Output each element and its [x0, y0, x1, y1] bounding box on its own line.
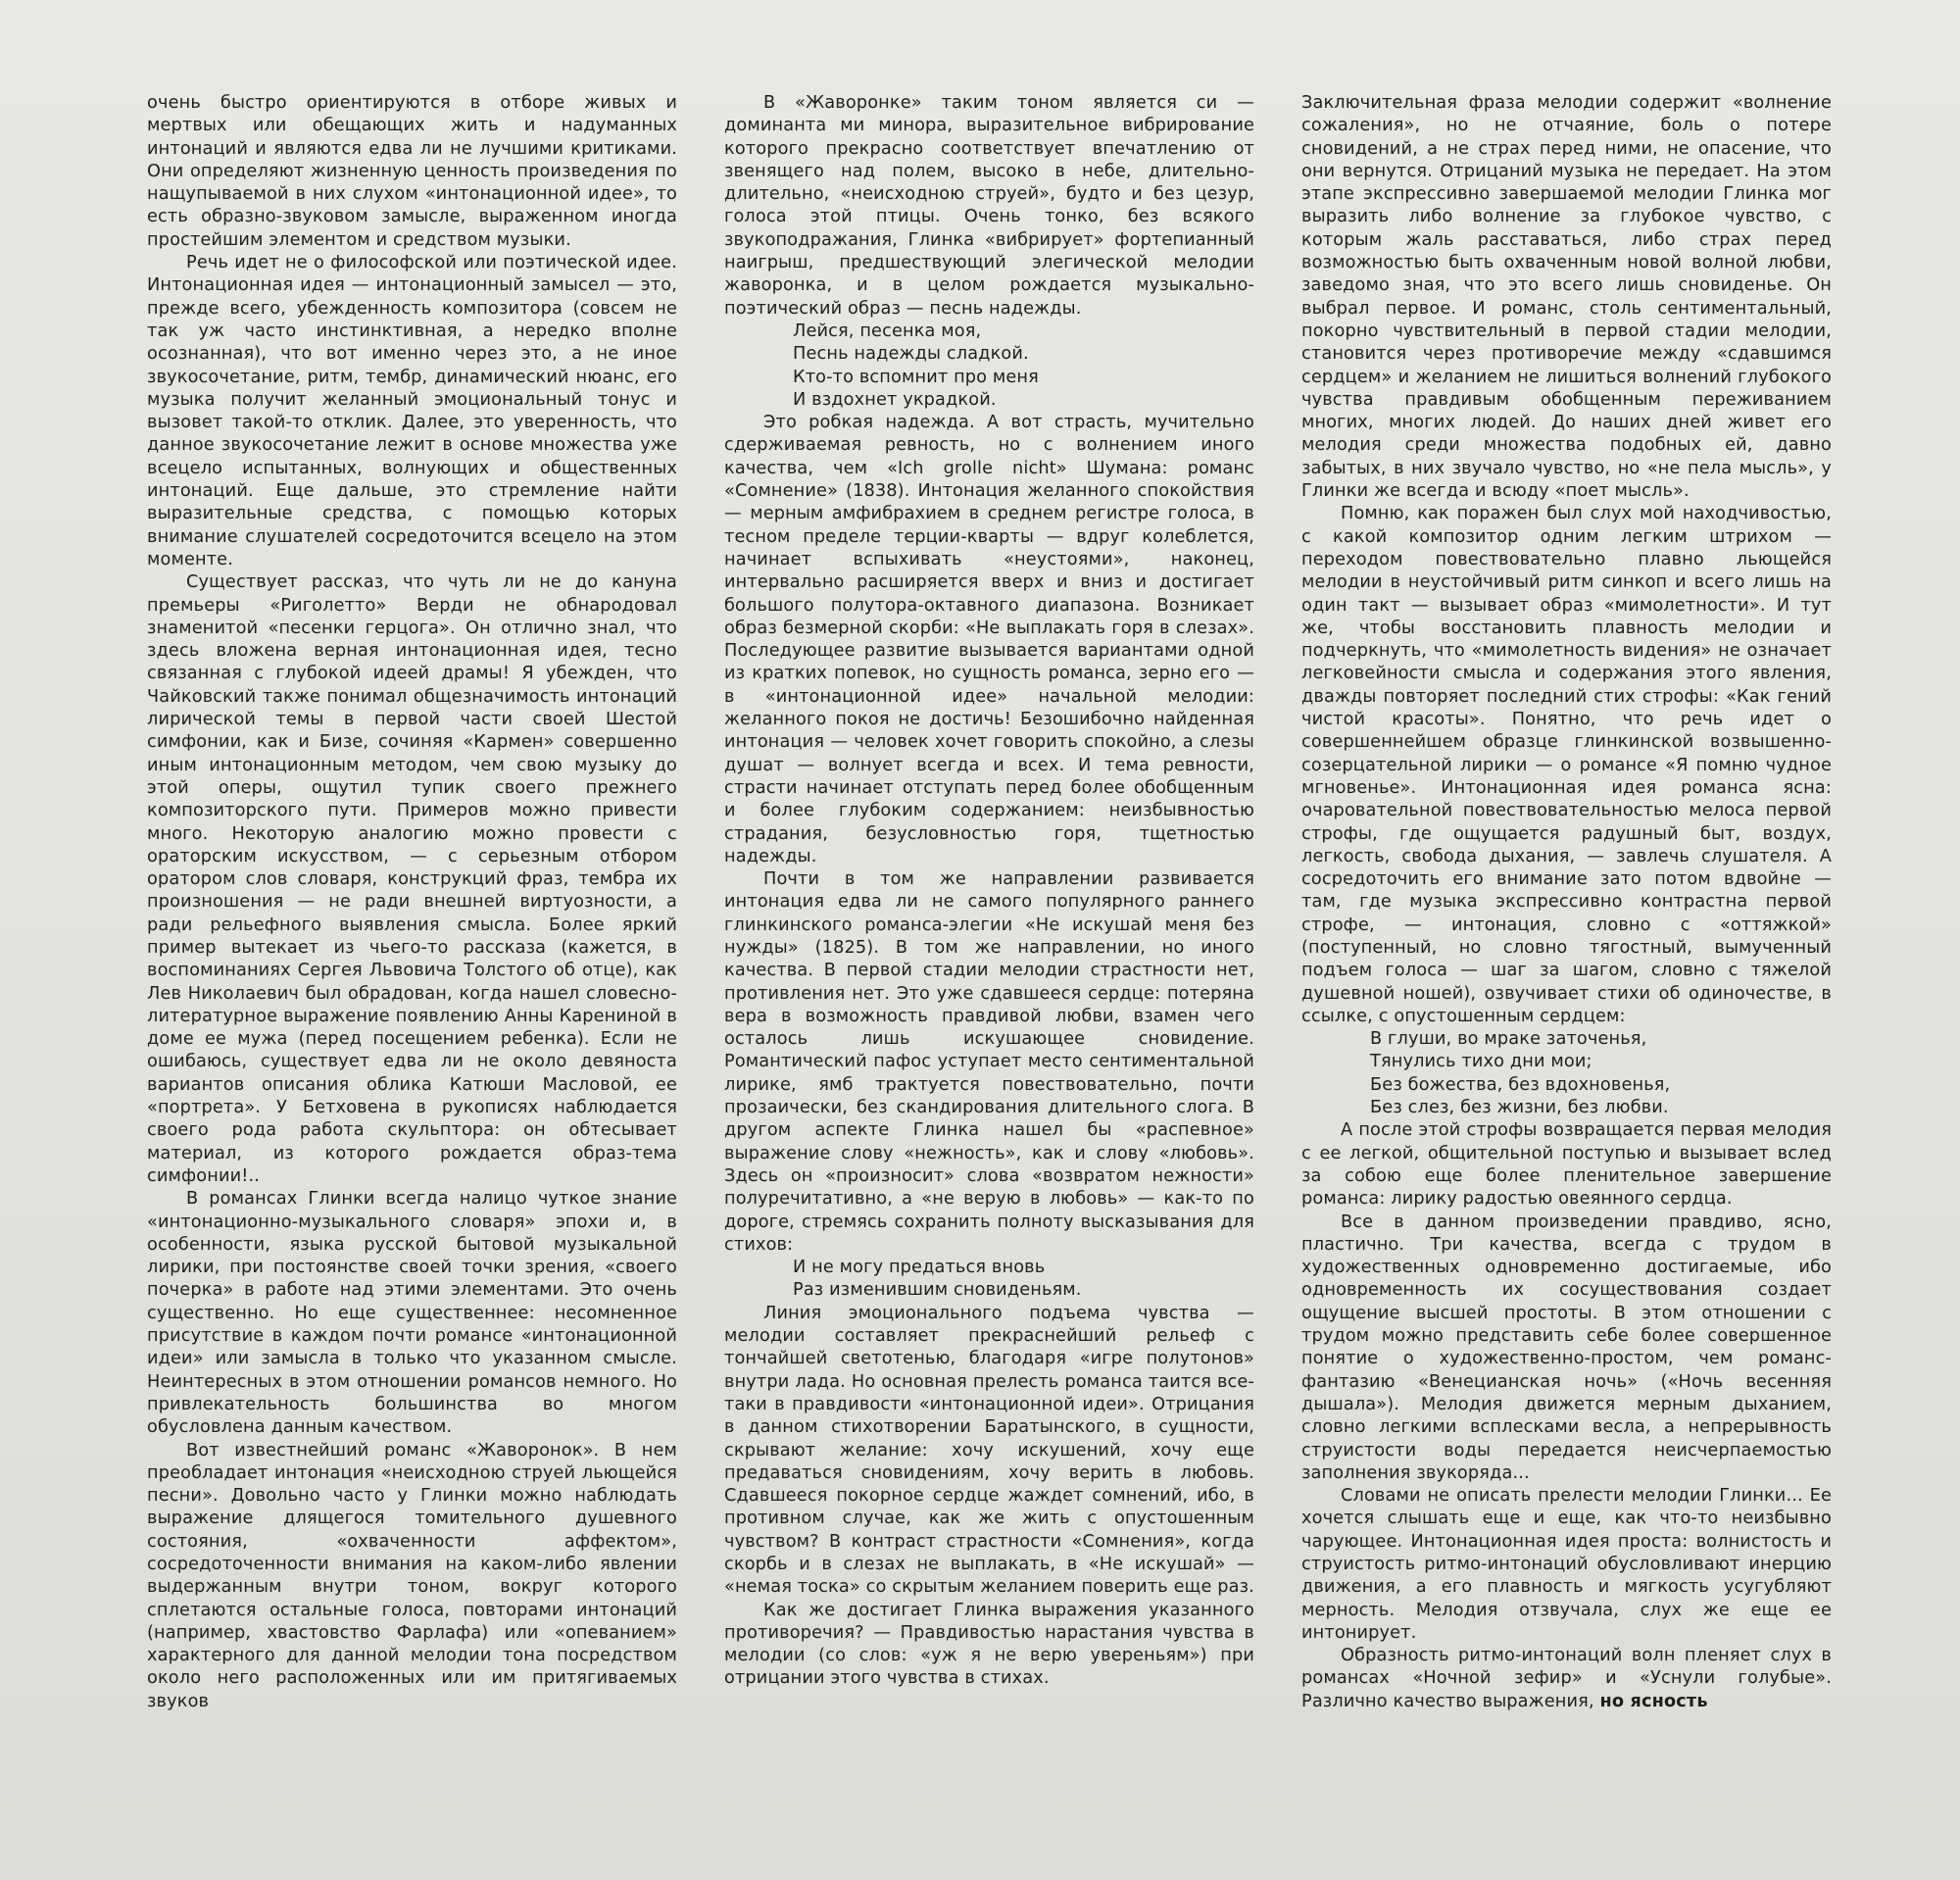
paragraph: Речь идет не о философской или поэтической идее. Интонационная идея — интонационный замысел — это, прежде всего, убежденность композитора (совсем не так уж часто инстинктивная, а нередко вполне осознанная), что вот именно через это, а не иное звукосочетание, ритм, тембр, динамический нюанс, его музыка получит желанный эмоциональный тонус и вызовет такой-то отклик. Далее, это уверенность, что данное звукосочетание лежит в основе множества уже всецело испытанных, волнующих и общественных интонаций. Еще дальше, это стремление найти выразительные средства, с помощью которых внимание слушателей сосредоточится всецело на этом моменте. — [147, 253, 677, 569]
paragraph: В «Жаворонке» таким тоном является си — доминанта ми минора, выразительное вибрирование которого прекрасно соответствует впечатлению от звенящего над полем, высоко в небе, длительно-длительно, «неисходною струей», будто и без цезур, голоса этой птицы. Очень тонко, без всякого звукоподражания, Глинка «вибрирует» фортепианный наигрыш, предшествующий элегической мелодии жаворонка, и в целом рождается музыкально-поэтический образ — песнь надежды. — [724, 93, 1254, 319]
text-column-1 — [147, 92, 677, 1713]
paragraph: Как же достигает Глинка выражения указанного противоречия? — Правдивостью нарастания чувства в мелодии (со слов: «уж я не верю увереньям») при отрицании этого чувства в стихах. — [724, 1600, 1254, 1689]
paragraph: В романсах Глинки всегда налицо чуткое знание «интонационно-музыкального словаря» эпохи и, в особенности, языка русской бытовой музыкальной лирики, при постоянстве своей точки зрения, «своего почерка» в работе над этими элементами. Это очень существенно. Но еще существеннее: несомненное присутствие в каждом почти романсе «интонационной идеи» или замысла в только что указанном смысле. Неинтересных в этом отношении романсов немного. Но привлекательность большинства во многом обусловлена данным качеством. — [147, 1189, 677, 1438]
text-column-2 — [724, 92, 1254, 1691]
paragraph: Помню, как поражен был слух мой находчивостью, с какой композитор одним легким штрихом — переходом повествовательно плавно льющейся мелодии в неустойчивый ритм синкоп и всего лишь на один такт — вызывает образ «мимолетности». И тут же, чтобы восстановить плавность мелодии и подчеркнуть, что «мимолетность видения» не означает легковейности смысла и содержания этого явления, дважды повторяет последний стих строфы: «Как гений чистой красоты». Понятно, что речь идет о совершеннейшем образце глинкинской возвышенно-созерцательной лирики — о романсе «Я помню чудное мгновенье». Интонационная идея романса ясна: очаровательной повествовательностью мелоса первой строфы, где ощущается радушный быт, воздух, легкость, свобода дыхания, — завлечь слушателя. А сосредоточить его внимание зато потом вдвойне — там, где музыка экспрессивно контрастна первой строфе, — интонация, словно с «оттяжкой» (поступенный, но словно тягостный, вымученный подъем голоса — шаг за шагом, словно с тяжелой душевной ношей), озвучивает стихи об одиночестве, в ссылке, с опустошенным сердцем: — [1301, 504, 1832, 1026]
paragraph: Словами не описать прелести мелодии Глинки... Ее хочется слышать еще и еще, как что-то неизбывно чарующее. Интонационная идея проста: волнистость и струистость ритмо-интонаций обусловливают инерцию движения, а его плавность и мягкость усугубляют мерность. Мелодия отзвучала, слух же еще ее интонирует. — [1301, 1486, 1832, 1643]
verse-line: Без божества, без вдохновенья, — [1370, 1074, 1671, 1095]
paragraph: Это робкая надежда. А вот страсть, мучительно сдерживаемая ревность, но с волнением иного качества, чем «Ich grolle nicht» Шумана: романс «Сомнение» (1838). Интонация желанного спокойствия — мерным амфибрахием в среднем регистре голоса, в тесном пределе терции-кварты — вдруг колеблется, начинает вспыхивать «неустоями», наконец, интервально расширяется вверх и вниз и достигает большого полутора-октавного диапазона. Возникает образ безмерной скорби: «Не выплакать горя в слезах». Последующее развитие вызывается вариантами одной из кратких попевок, но сущность романса, зерно его — в «интонационной идее» начальной мелодии: желанного покоя не достичь! Безошибочно найденная интонация — человек хочет говорить спокойно, а слезы душат — волнует всегда и всех. И тема ревности, страсти начинает отступать перед более обобщенным и более глубоким содержанием: неизбывностью страдания, безусловностью горя, тщетностью надежды. — [724, 413, 1254, 866]
paragraph: Линия эмоционального подъема чувства — мелодии составляет прекраснейший рельеф с тончайшей светотенью, благодаря «игре полутонов» внутри лада. Но основная прелесть романса таится все-таки в правдивости «интонационной идеи». Отрицания в данном стихотворении Баратынского, в сущности, скрывают желание: хочу искушений, хочу еще предаваться сновидениям, хочу верить в любовь. Сдавшееся покорное сердце жаждет сомнений, ибо, в противном случае, как же жить с опустошенным чувством? В контраст страстности «Сомнения», когда скорбь и в слезах не выплакать, в «Не искушай» — «немая тоска» со скрытым желанием поверить еще раз. — [724, 1303, 1254, 1598]
paragraph: Заключительная фраза мелодии содержит «волнение сожаления», но не отчаяние, боль о потере сновидений, а не страх перед ними, не опасение, что они вернутся. Отрицаний музыка не передает. На этом этапе экспрессивно завершаемой мелодии Глинка мог выразить либо волнение за глубокое чувство, с которым жаль расставаться, либо страх перед возможностью быть охваченным новой волной любви, заведомо зная, что это всего лишь сновиденье. Он выбрал первое. И романс, столь сентиментальный, покорно чувствительный в первой стадии мелодии, становится через противоречие между «сдавшимся сердцем» и желанием не лишиться волнений глубокого чувства правдивым обобщенным переживанием многих, многих людей. До наших дней живет его мелодия среди множества подобных ей, давно забытых, в них звучало чувство, но «не пела мысль», у Глинки же всегда и всюду «поет мысль». — [1301, 93, 1832, 502]
paragraph: Почти в том же направлении развивается интонация едва ли не самого популярного раннего глинкинского романса-элегии «Не искушай меня без нужды» (1825). В том же направлении, но иного качества. В первой стадии мелодии страстности нет, противления нет. Это уже сдавшееся сердце: потеряна вера в возможность правдивой любви, взамен чего осталось лишь искушающее сновидение. Романтический пафос уступает место сентиментальной лирике, ямб трактуется повествовательно, почти прозаически, без скандирования длительного слога. В другом аспекте Глинка нашел бы «распевное» выражение слову «нежность», как и слову «любовь». Здесь он «произносит» слова «возвратом нежности» полуречитативно, а «не верую в любовь» — как-то по дороге, стремясь сохранить полноту высказывания для стихов: — [724, 869, 1254, 1255]
paragraph: А после этой строфы возвращается первая мелодия с ее легкой, общительной поступью и вызывает вслед за собою еще более пленительное завершение романса: лирику радостью овеянного сердца. — [1301, 1120, 1832, 1210]
verse-line: В глуши, во мраке заточенья, — [1370, 1029, 1647, 1050]
verse-line: Раз изменившим сновиденьям. — [793, 1280, 1082, 1301]
paragraph-bold-tail: но ясность — [1599, 1691, 1708, 1711]
paragraph: очень быстро ориентируются в отборе живых и мертвых или обещающих жить и надуманных интонаций и являются едва ли не лучшими критиками. Они определяют жизненную ценность произведения по нащупываемой в них слухом «интонационной идее», то есть образно-звуковом замысле, выраженном иногда простейшим элементом и средством музыки. — [147, 93, 677, 250]
paragraph: Существует рассказ, что чуть ли не до кануна премьеры «Риголетто» Верди не обнародовал знаменитой «песенки герцога». Он отлично знал, что здесь вложена верная интонационная идея, тесно связанная с глубокой идеей драмы! Я убежден, что Чайковский также понимал общезначимость интонаций лирической темы в первой части своей Шестой симфонии, как и Бизе, сочиняя «Кармен» совершенно иным интонационным методом, чем свою музыку до этой оперы, ощутил тупик своего прежнего композиторского пути. Примеров можно привести много. Некоторую аналогию можно провести с ораторским искусством, — с серьезным отбором оратором слов словаря, конструкций фраз, тембра их произношения — не ради внешней виртуозности, а ради рельефного выявления смысла. Более яркий пример вытекает из чьего-то рассказа (кажется, в воспоминаниях Сергея Львовича Толстого об отце), как Лев Николаевич был обрадован, когда нашел словесно-литературное выражение появлению Анны Карениной в доме ее мужа (перед посещением ребенка). Если не ошибаюсь, существует едва ли не около девяноста вариантов описания облика Катюши Масловой, ее «портрета». У Бетховена в рукописях наблюдается своего рода работа скульптора: он обтесывает материал, из которого рождается образ-тема симфонии!.. — [147, 572, 677, 1186]
verse-line: Тянулись тихо дни мои; — [1370, 1052, 1592, 1072]
poem-quote — [724, 321, 1254, 412]
text-column-3 — [1301, 92, 1832, 1713]
verse-line: Лейся, песенка моя, — [793, 321, 982, 341]
paragraph: Вот известнейший романс «Жаворонок». В нем преобладает интонация «неисходною струей льющейся песни». Довольно часто у Глинки можно наблюдать выражение длящегося томительного душевного состояния, «охваченности аффектом», сосредоточенности внимания на каком-либо явлении выдержанным внутри тоном, вокруг которого сплетаются остальные голоса, повторами интонаций (например, хвастовство Фарлафа) или «опеванием» характерного для данной мелодии тона посредством около него расположенных или им притягиваемых звуков — [147, 1440, 677, 1711]
paragraph — [1301, 1645, 1832, 1713]
verse-line: Кто-то вспомнит про меня — [793, 367, 1039, 387]
verse-line: Песнь надежды сладкой. — [793, 344, 1029, 365]
verse-line: Без слез, без жизни, без любви. — [1370, 1098, 1669, 1118]
verse-line: И вздохнет украдкой. — [793, 389, 997, 410]
poem-quote — [724, 1257, 1254, 1303]
paragraph-text: Образность ритмо-интонаций волн пленяет слух в романсах «Ночной зефир» и «Уснули голубые». Различно качество выражения, — [1301, 1646, 1832, 1711]
paragraph: Все в данном произведении правдиво, ясно, пластично. Три качества, всегда с трудом в художественных одновременно достигаемые, ибо одновременность их сосуществования создает ощущение высшей простоты. В этом отношении с трудом можно представить себе более совершенное понятие о художественно-простом, чем романс-фантазию «Венецианская ночь» («Ночь весенняя дышала»). Мелодия движется мерным дыханием, словно легкими всплесками весла, а непрерывность струистости воды передается неисчерпаемостью заполнения звукоряда... — [1301, 1212, 1832, 1483]
poem-quote — [1301, 1028, 1832, 1119]
verse-line: И не могу предаться вновь — [793, 1258, 1046, 1278]
